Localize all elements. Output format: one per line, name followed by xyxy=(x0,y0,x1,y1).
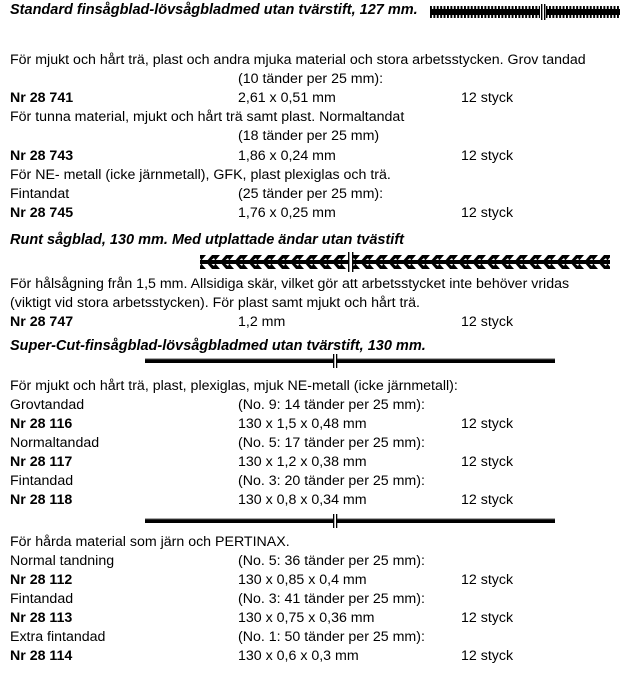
section-title-supercut: Super-Cut-finsågblad-lövsågbladmed utan tvärstift, 130 mm. xyxy=(10,338,426,354)
tooth-grade-label: Grovtandad xyxy=(10,397,85,413)
pack-quantity: 12 styck xyxy=(461,572,514,588)
pack-quantity: 12 styck xyxy=(461,648,514,664)
item-description: För NE- metall (icke järnmetall), GFK, plast plexiglas och trä. xyxy=(10,167,391,183)
section-title-round: Runt sågblad, 130 mm. Med utplattade ändar utan tvästift xyxy=(10,232,404,248)
section-intro: För mjukt och hårt trä, plast och andra mjuka material och stora arbetsstycken. Grov tandad xyxy=(10,52,586,68)
article-number: Nr 28 118 xyxy=(10,492,73,508)
tooth-grade-label: Fintandad xyxy=(10,473,74,489)
tooth-grade-label: Normal tandning xyxy=(10,553,115,569)
tooth-spec: (No. 3: 20 tänder per 25 mm): xyxy=(238,473,425,489)
tooth-grade-label: Fintandad xyxy=(10,591,74,607)
pack-quantity: 12 styck xyxy=(461,148,514,164)
tooth-spec: (No. 9: 14 tänder per 25 mm): xyxy=(238,397,425,413)
article-number: Nr 28 114 xyxy=(10,648,73,664)
blade-size: 130 x 0,6 x 0,3 mm xyxy=(238,648,359,664)
tooth-spec: (18 tänder per 25 mm) xyxy=(238,128,380,144)
section-title-standard: Standard finsågblad-lövsågbladmed utan tvärstift, 127 mm. xyxy=(10,2,418,18)
pack-quantity: 12 styck xyxy=(461,205,514,221)
article-number: Nr 28 743 xyxy=(10,148,74,164)
blade-size: 130 x 0,75 x 0,36 mm xyxy=(238,610,375,626)
section-intro: (viktigt vid stora arbetsstycken). För plast samt mjukt och hårt trä. xyxy=(10,295,420,311)
blade-size: 1,2 mm xyxy=(238,314,286,330)
tooth-grade-label: Fintandat xyxy=(10,186,70,202)
blade-size: 2,61 x 0,51 mm xyxy=(238,90,336,106)
section-intro: För hårda material som järn och PERTINAX. xyxy=(10,534,290,550)
round-saw-blade-icon xyxy=(10,252,610,272)
pack-quantity: 12 styck xyxy=(461,610,514,626)
blade-size: 1,86 x 0,24 mm xyxy=(238,148,336,164)
blade-size: 1,76 x 0,25 mm xyxy=(238,205,336,221)
blade-size: 130 x 0,8 x 0,34 mm xyxy=(238,492,367,508)
tooth-spec: (25 tänder per 25 mm): xyxy=(238,186,384,202)
article-number: Nr 28 741 xyxy=(10,90,74,106)
tooth-spec: (No. 5: 17 tänder per 25 mm): xyxy=(238,435,425,451)
tooth-spec: (No. 5: 36 tänder per 25 mm): xyxy=(238,553,425,569)
section-intro: För hålsågning från 1,5 mm. Allsidiga skär, vilket gör att arbetsstycket inte behöver vridas xyxy=(10,276,570,292)
article-number: Nr 28 745 xyxy=(10,205,74,221)
article-number: Nr 28 113 xyxy=(10,610,73,626)
tooth-spec: (No. 1: 50 tänder per 25 mm): xyxy=(238,629,425,645)
pack-quantity: 12 styck xyxy=(461,416,514,432)
tooth-grade-label: Normaltandad xyxy=(10,435,100,451)
pack-quantity: 12 styck xyxy=(461,314,514,330)
section-intro: För mjukt och hårt trä, plast, plexiglas, mjuk NE-metall (icke järnmetall): xyxy=(10,378,458,394)
tooth-spec: (10 tänder per 25 mm): xyxy=(238,71,384,87)
metal-saw-blade-icon xyxy=(145,514,555,528)
supercut-saw-blade-icon xyxy=(145,354,555,368)
pack-quantity: 12 styck xyxy=(461,454,514,470)
article-number: Nr 28 116 xyxy=(10,416,73,432)
tooth-spec: (No. 3: 41 tänder per 25 mm): xyxy=(238,591,425,607)
pack-quantity: 12 styck xyxy=(461,90,514,106)
saw-blade-icon xyxy=(430,6,620,18)
item-description: För tunna material, mjukt och hårt trä samt plast. Normaltandat xyxy=(10,109,405,125)
blade-size: 130 x 1,2 x 0,38 mm xyxy=(238,454,367,470)
pack-quantity: 12 styck xyxy=(461,492,514,508)
article-number: Nr 28 747 xyxy=(10,314,74,330)
tooth-grade-label: Extra fintandad xyxy=(10,629,106,645)
article-number: Nr 28 112 xyxy=(10,572,73,588)
blade-size: 130 x 0,85 x 0,4 mm xyxy=(238,572,367,588)
article-number: Nr 28 117 xyxy=(10,454,73,470)
blade-size: 130 x 1,5 x 0,48 mm xyxy=(238,416,367,432)
